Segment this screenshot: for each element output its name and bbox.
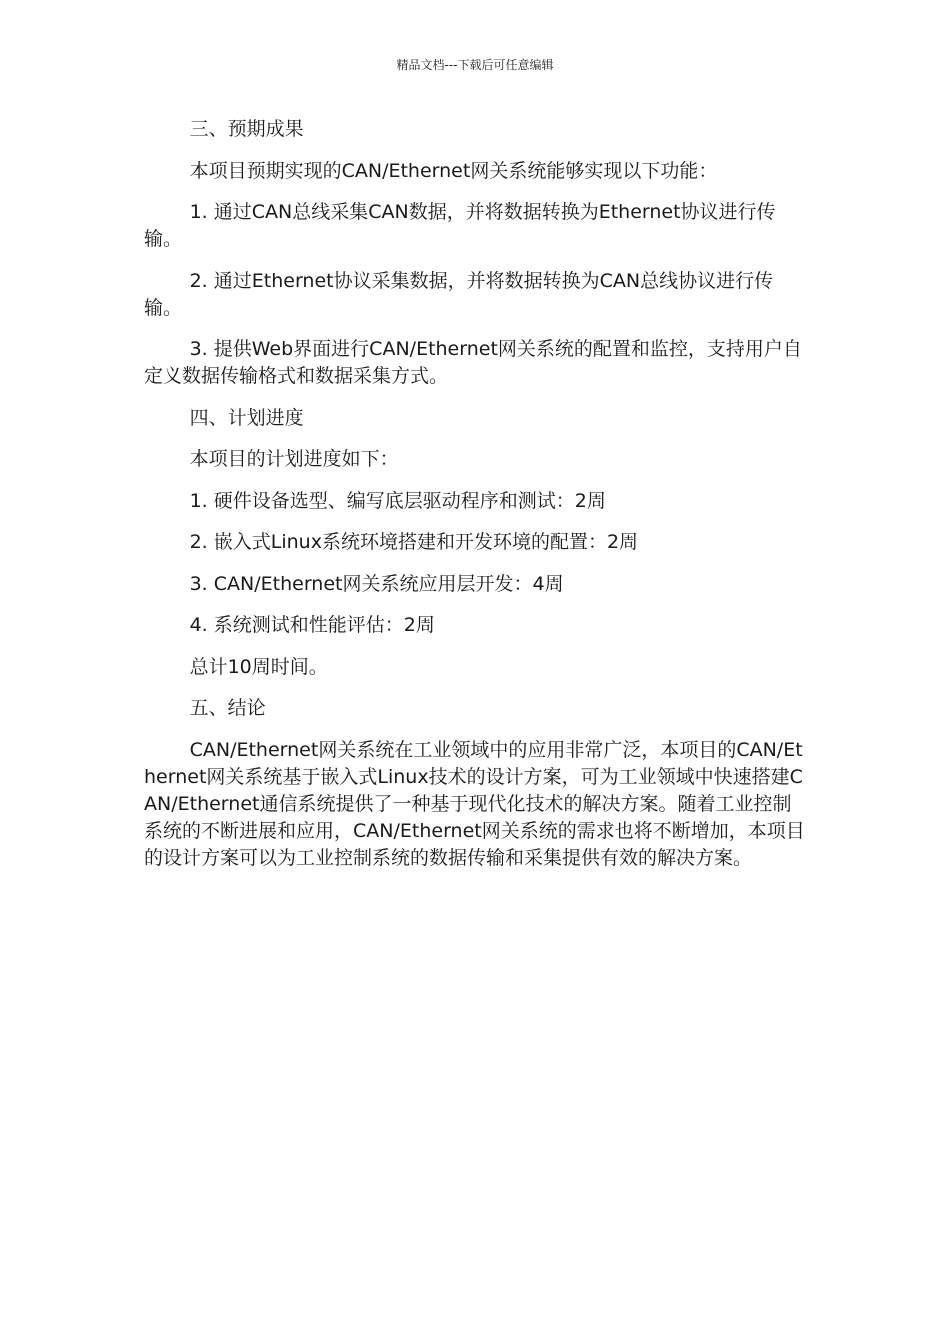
list-item-function-3: 3. 提供Web界面进行CAN/Ethernet网关系统的配置和监控，支持用户自定义数据传输格式和数据采集方式。 xyxy=(144,338,802,387)
list-item-function-1: 1. 通过CAN总线采集CAN数据，并将数据转换为Ethernet协议进行传输。 xyxy=(144,201,776,250)
section-heading-schedule: 四、计划进度 xyxy=(189,406,304,429)
page-header: 精品文档---下载后可任意编辑 xyxy=(396,58,554,72)
section-heading-expected-results: 三、预期成果 xyxy=(189,118,304,140)
paragraph-schedule-intro: 本项目的计划进度如下： xyxy=(189,448,399,470)
section-heading-conclusion: 五、结论 xyxy=(189,697,266,719)
list-item-schedule-4: 4. 系统测试和性能评估：2周 xyxy=(189,614,435,636)
paragraph-conclusion: CAN/Ethernet网关系统在工业领域中的应用非常广泛，本项目的CAN/Ethernet网关系统基于嵌入式Linux技术的设计方案，可为工业领域中快速搭建CAN/Ethernet通信系统提供了一种基于现代化技术的解决方案。随着工业控制系统的不断进展和应用，CAN/Ethernet网关系统的需求也将不断增加，本项目的设计方案可以为工业控制系统的数据传输和采集提供有效的解决方案。 xyxy=(144,738,805,869)
list-item-schedule-1: 1. 硬件设备选型、编写底层驱动程序和测试：2周 xyxy=(189,489,606,512)
list-item-schedule-2: 2. 嵌入式Linux系统环境搭建和开发环境的配置：2周 xyxy=(189,531,639,553)
list-item-schedule-3: 3. CAN/Ethernet网关系统应用层开发：4周 xyxy=(189,572,564,595)
paragraph-intro-functions: 本项目预期实现的CAN/Ethernet网关系统能够实现以下功能： xyxy=(189,159,718,182)
document-body xyxy=(144,116,806,872)
list-item-function-2: 2. 通过Ethernet协议采集数据，并将数据转换为CAN总线协议进行传输。 xyxy=(144,269,774,319)
paragraph-total-time: 总计10周时间。 xyxy=(189,655,328,678)
